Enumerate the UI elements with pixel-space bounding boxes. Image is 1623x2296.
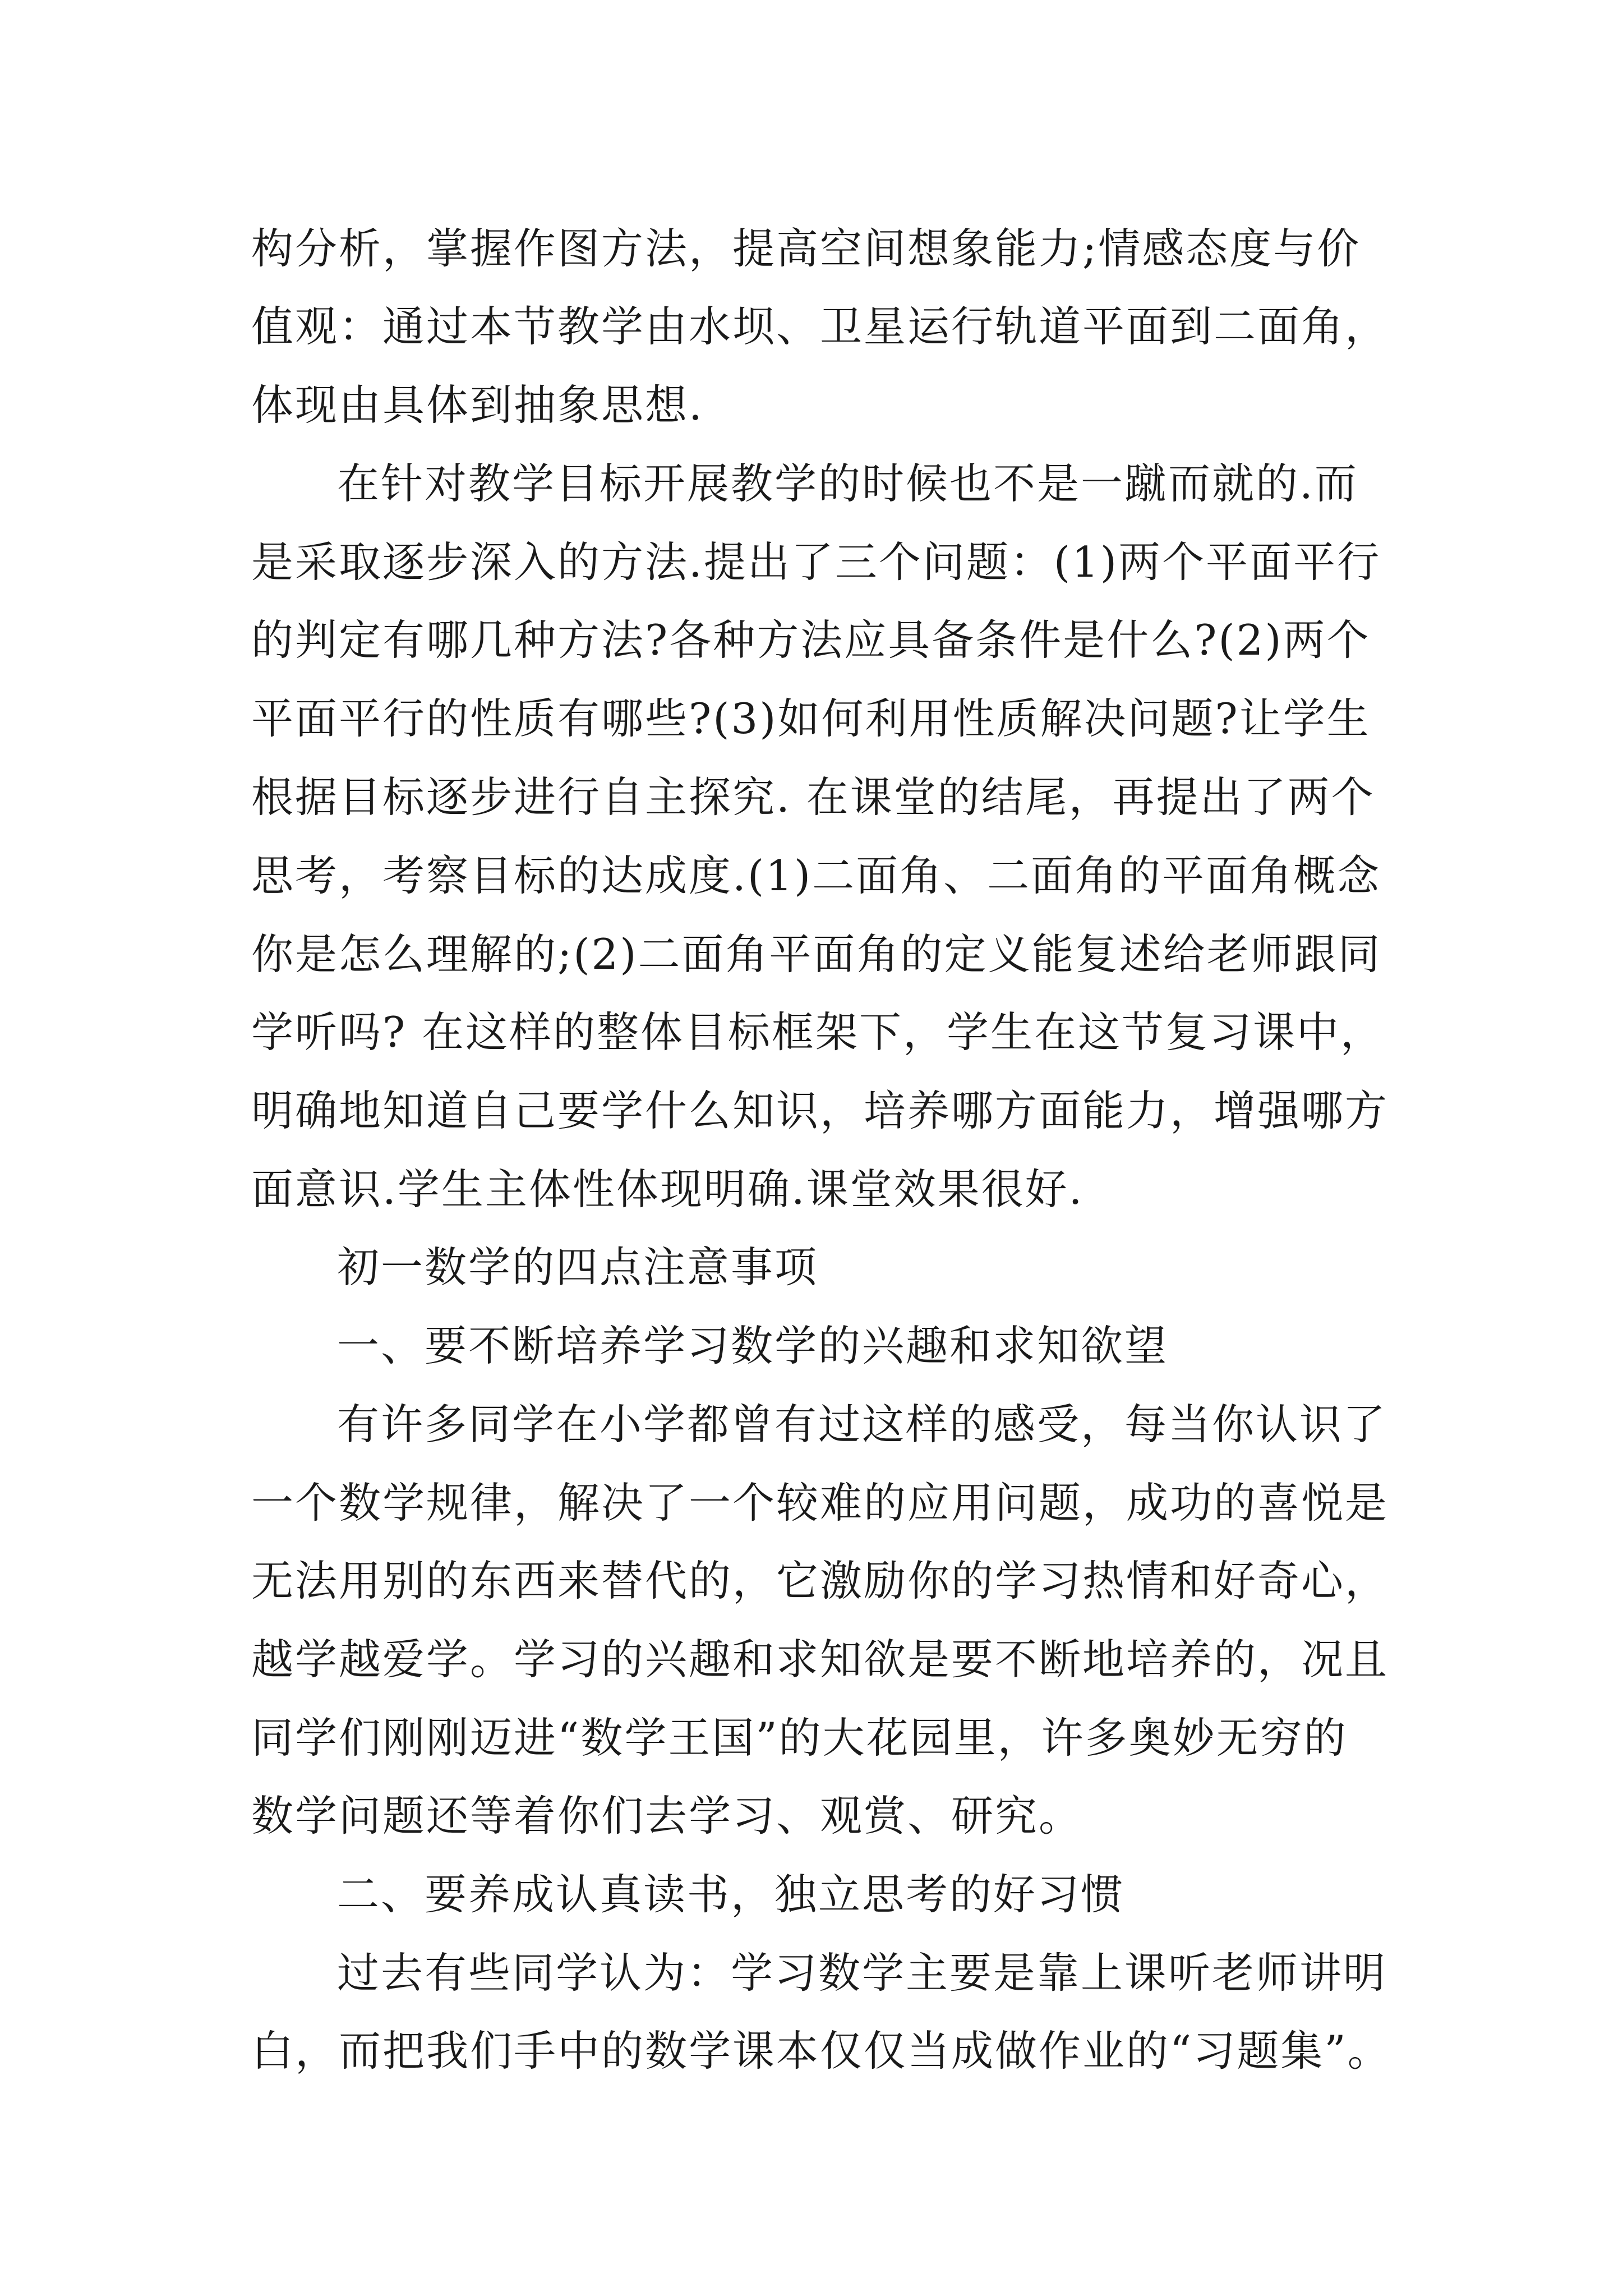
section-heading: 一、要不断培养学习数学的兴趣和求知欲望	[337, 1321, 1169, 1370]
text-line: 构分析，掌握作图方法，提高空间想象能力;情感态度与价	[251, 224, 1361, 273]
text-line: 在针对教学目标开展教学的时候也不是一蹴而就的.而	[337, 459, 1358, 508]
text-line: 有许多同学在小学都曾有过这样的感受，每当你认识了	[337, 1400, 1387, 1449]
text-line: 学听吗? 在这样的整体目标框架下，学生在这节复习课中，	[251, 1007, 1385, 1057]
text-line: 过去有些同学认为：学习数学主要是靠上课听老师讲明	[337, 1948, 1387, 1998]
section-heading: 初一数学的四点注意事项	[337, 1243, 819, 1292]
text-line: 你是怎么理解的;(2)二面角平面角的定义能复述给老师跟同	[251, 930, 1382, 979]
text-line: 是采取逐步深入的方法.提出了三个问题：(1)两个平面平行	[251, 537, 1381, 587]
text-line: 一个数学规律，解决了一个较难的应用问题，成功的喜悦是	[251, 1478, 1389, 1527]
text-line: 的判定有哪几种方法?各种方法应具备条件是什么?(2)两个	[251, 615, 1371, 665]
text-line: 面意识.学生主体性体现明确.课堂效果很好.	[251, 1165, 1084, 1214]
text-line: 白，而把我们手中的数学课本仅仅当成做作业的“习题集”。	[251, 2026, 1391, 2076]
text-line: 值观：通过本节教学由水坝、卫星运行轨道平面到二面角，	[251, 302, 1389, 351]
text-line: 明确地知道自己要学什么知识，培养哪方面能力，增强哪方	[251, 1086, 1389, 1135]
text-line: 越学越爱学。学习的兴趣和求知欲是要不断地培养的，况且	[251, 1635, 1389, 1684]
text-line: 根据目标逐步进行自主探究. 在课堂的结尾，再提出了两个	[251, 772, 1375, 822]
text-line: 平面平行的性质有哪些?(3)如何利用性质解决问题?让学生	[251, 694, 1371, 743]
section-heading: 二、要养成认真读书，独立思考的好习惯	[337, 1870, 1125, 1919]
text-line: 数学问题还等着你们去学习、观赏、研究。	[251, 1791, 1083, 1841]
text-line: 思考，考察目标的达成度.(1)二面角、二面角的平面角概念	[251, 851, 1381, 900]
text-line: 体现由具体到抽象思想.	[251, 380, 704, 430]
text-line: 无法用别的东西来替代的，它激励你的学习热情和好奇心，	[251, 1556, 1389, 1605]
text-line: 同学们刚刚迈进“数学王国”的大花园里，许多奥妙无穷的	[251, 1713, 1348, 1763]
